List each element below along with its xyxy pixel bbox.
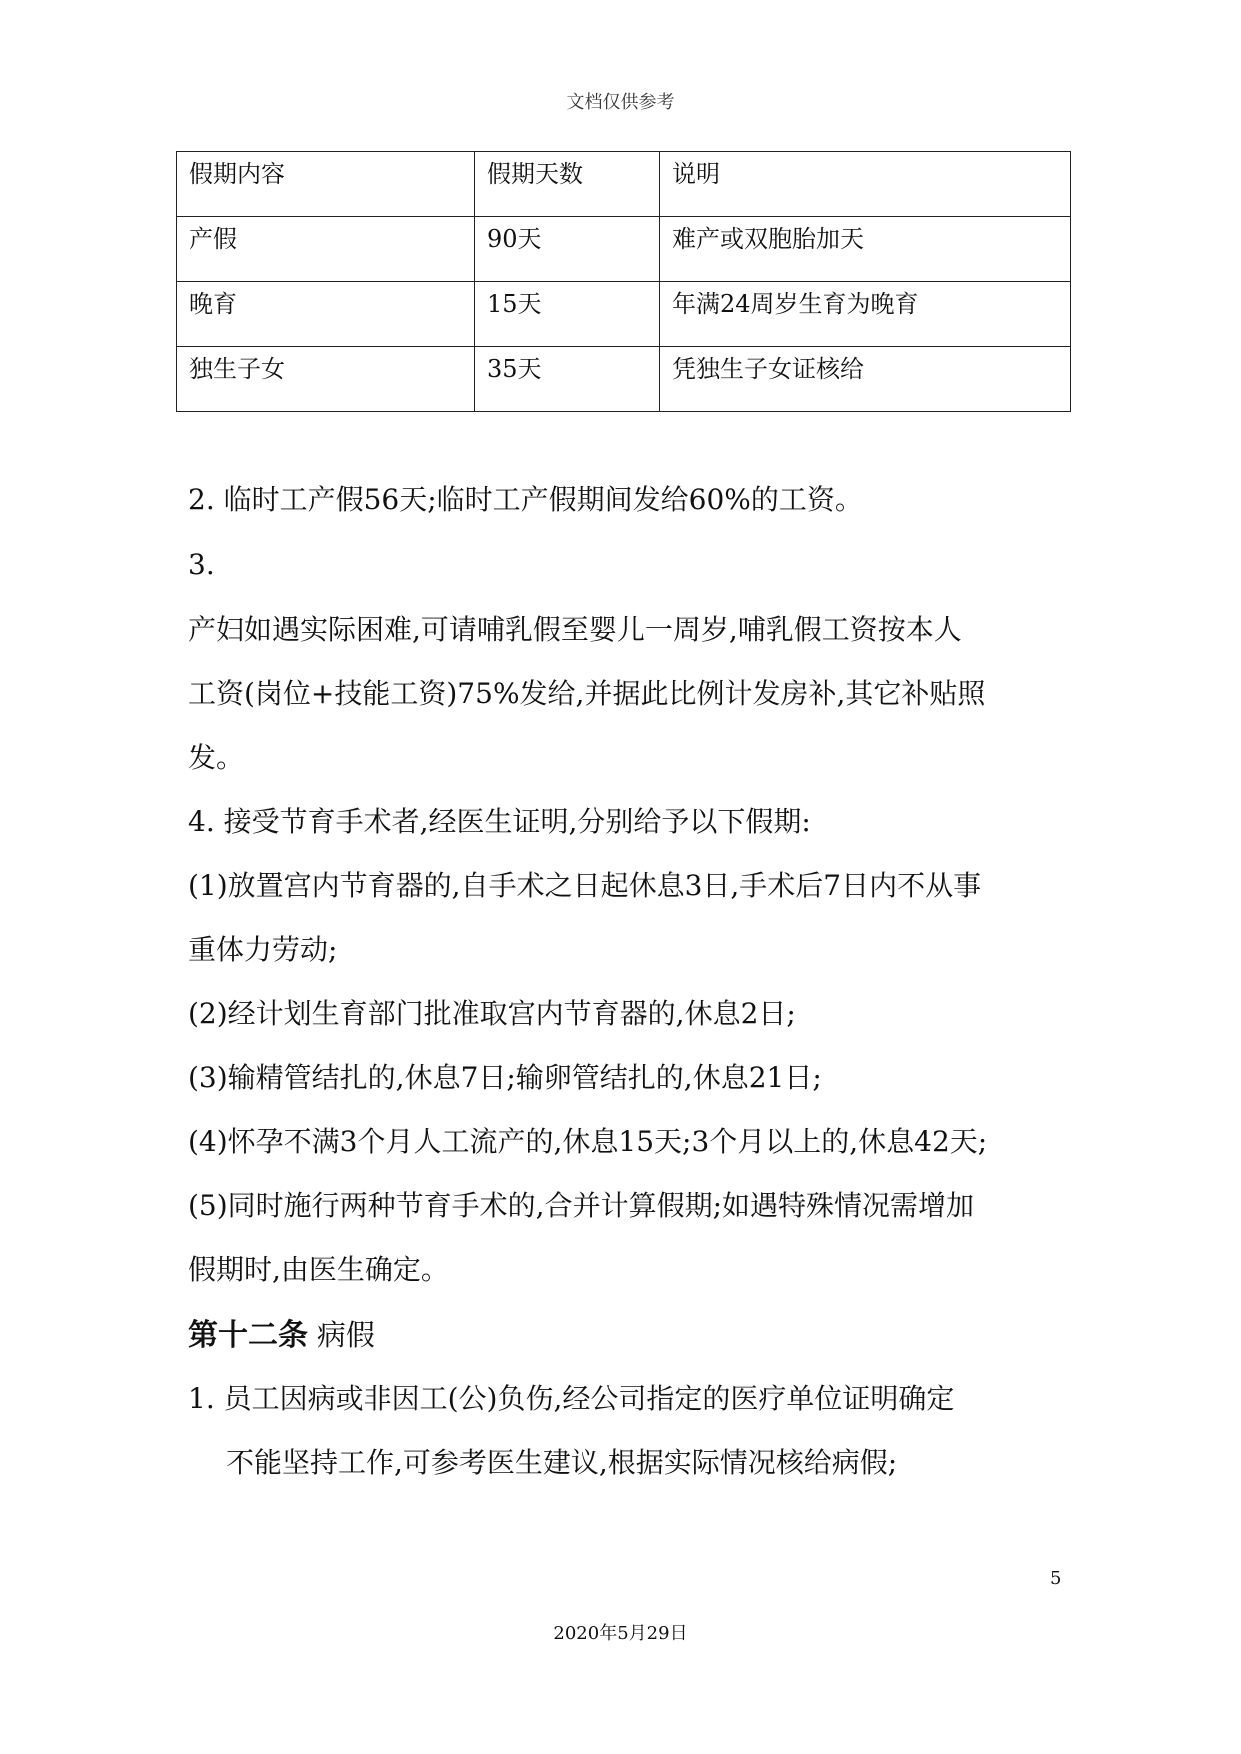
table-cell: 年满24周岁生育为晚育 [660, 282, 1071, 347]
article-12-item-1 [188, 1382, 954, 1416]
table-row [177, 282, 1071, 347]
table-cell: 独生子女 [177, 347, 475, 412]
article-title: 病假 [316, 1318, 375, 1352]
table-header-row [177, 152, 1071, 217]
table-cell: 凭独生子女证核给 [660, 347, 1071, 412]
list-item-5: (5)同时施行两种节育手术的,合并计算假期;如遇特殊情况需增加 [188, 1189, 974, 1222]
table-row [177, 217, 1071, 282]
table-cell: 晚育 [177, 282, 475, 347]
article-label: 第十二条 [188, 1318, 308, 1353]
article-12-heading [188, 1318, 375, 1353]
table-cell: 难产或双胞胎加天 [660, 217, 1071, 282]
leave-table [176, 151, 1071, 412]
list-item-5-cont: 假期时,由医生确定。 [188, 1253, 449, 1286]
table-cell: 产假 [177, 217, 475, 282]
list-item-1: (1)放置宫内节育器的,自手术之日起休息3日,手术后7日内不从事 [188, 869, 982, 902]
list-item-1-cont: 重体力劳动; [188, 933, 338, 966]
item-number: 1. [188, 1382, 215, 1415]
footer-date: 2020年5月29日 [553, 1623, 688, 1644]
paragraph-3-line: 工资(岗位+技能工资)75%发给,并据此比例计发房补,其它补贴照 [188, 677, 986, 710]
table-header-cell: 说明 [660, 152, 1071, 217]
paragraph-3-line: 发。 [188, 741, 245, 774]
page-header: 文档仅供参考 [566, 92, 675, 113]
item-text: 员工因病或非因工(公)负伤,经公司指定的医疗单位证明确定 [223, 1382, 955, 1415]
table-row [177, 347, 1071, 412]
table-cell: 35天 [475, 347, 660, 412]
paragraph-2: 2. 临时工产假56天;临时工产假期间发给60%的工资。 [188, 483, 863, 516]
table-cell: 15天 [475, 282, 660, 347]
table-header-cell: 假期天数 [475, 152, 660, 217]
page-number: 5 [1050, 1568, 1062, 1589]
paragraph-3-line: 产妇如遇实际困难,可请哺乳假至婴儿一周岁,哺乳假工资按本人 [188, 613, 962, 646]
article-12-item-1-cont: 不能坚持工作,可参考医生建议,根据实际情况核给病假; [226, 1446, 898, 1479]
list-item-4: (4)怀孕不满3个月人工流产的,休息15天;3个月以上的,休息42天; [188, 1125, 988, 1158]
paragraph-3-number: 3. [188, 548, 215, 581]
list-item-2: (2)经计划生育部门批准取宫内节育器的,休息2日; [188, 997, 796, 1030]
table-cell: 90天 [475, 217, 660, 282]
table-header-cell: 假期内容 [177, 152, 475, 217]
list-item-3: (3)输精管结扎的,休息7日;输卵管结扎的,休息21日; [188, 1061, 822, 1094]
paragraph-4: 4. 接受节育手术者,经医生证明,分别给予以下假期: [188, 805, 811, 838]
